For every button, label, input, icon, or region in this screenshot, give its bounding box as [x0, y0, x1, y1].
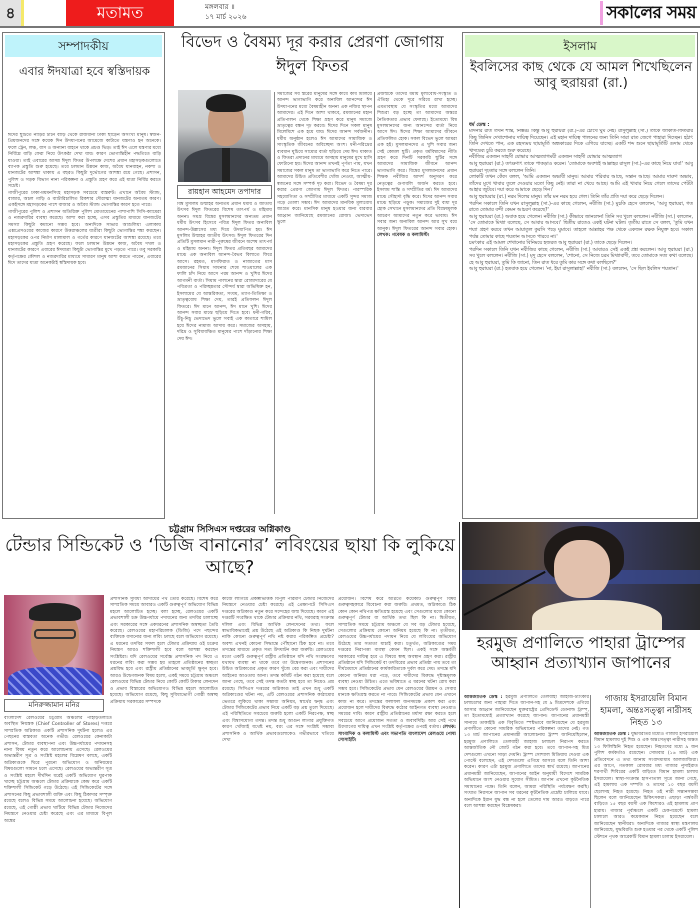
- editorial-paragraph: ঈদের ছুটিতে নাড়ির টানে বাড়ি থেকে রাজধানী ঢাকা ছাড়েন অসংখ্য মানুষ। স্বজন-প্রিয়জনদের সঙ্গে কয়েক দিন উদযাপনের আমেজে কাটাতে যন্ত্রণাও হন অনেকে। ফলে ট্রেন, লঞ্চ, বাস ও অন্যান্য বাহনে থাকে প্রচণ্ড ভিড়। তাই ঈদ এলে যন্ত্রণার মধ্যে নির্বিঘ্নে বাড়ি ফেরা নিয়ে উৎকণ্ঠা দেখা যায়। কারণ ভোগান্তিহীন পদ্ধতিতে বাড়ি যাওয়া। তাই এবারের আসন্ন ঈদুল ফিতর উপলক্ষে দেশের প্রধান মহাসড়কগুলোতে ব্যাপক প্রস্তুতি শুরু হয়েছে। তবে চলমান উন্নয়ন কাজ, অবৈধ যানবাহন, নকশা ও যানজটের আশঙ্কা থাকায় এ বছরও কিছুটা দুর্ভোগের আশঙ্কা রয়ে গেছে। প্রশাসন, পুলিশ ও সড়ক বিভাগ নানা পরিকল্পনা ও প্রস্তুতি গ্রহণ করে এই যাত্রা নির্বিঘ্ন করতে সচেষ্ট।: [8, 133, 161, 190]
- main-article-title: বিভেদ ও বৈষম্য দূর করার প্রেরণা জোগায় ঈদুল ফিতর: [181, 32, 444, 75]
- islam-paragraph: লোকটি তখন কেঁদে বলল, 'আমি একজন অভাবী মানুষ। আমার পরিবার আছে, সন্তান আছে। আমার দারুণ অভাব, তাঁদের মুখে খাবার তুলে দেওয়ার মতো কিছু নেই। তারা না খেয়ে আছে। আমি এই খাবার নিয়ে গেলে তাদের পেটটা আহার জুটবে। দয়া করে আমাকে ছেড়ে দিন।': [469, 175, 693, 194]
- main-article-column-2: সমাজের সব স্তরের মানুষের সঙ্গে কাঁধে কাঁধ মিলিয়ে আনন্দ ভাগাভাগি করে অনাবিল আনন্দের ঈদ উদযাপনের মধ্যে বৈষম্যহীন অনন্য এক নজির স্থাপন আমাদের। এই দিনে আশা থাকবে, রমজানের মহান প্রতিপালন থেকে শিক্ষা গ্রহণ করে মানুষ সমাজে ভ্রাতৃত্বের বন্ধন দৃঢ় করবে। ঈদের দিনে সকল মানুষ মিলেমিশে এক হয়ে যায়। ঈদের আনন্দ সর্বজনীন। ধর্মীয় অনুষ্ঠান হলেও ঈদ আমাদের সামাজিক ও সাংস্কৃতিক জীবনের অবিচ্ছেদ্য অংশ। ধনী-দরিদ্রের ব্যবধান ঘুচিয়ে সাম্যের বার্তা ছড়িয়ে দেয় ঈদ। যাকাত ও ফিতরা প্রদানের মাধ্যমে অসহায় মানুষের মুখে হাসি ফোটানো হয়। ঈদের আনন্দ তখনই পূর্ণতা পায়, যখন সমাজের সকল মানুষ তা ভাগাভাগি করে নিতে পারে। আমাদের উচিত প্রতিবেশীর খোঁজ নেওয়া, আত্মীয়-স্বজনের সঙ্গে সম্পর্ক দৃঢ় করা। বিভেদ ও বৈষম্য দূর করার প্রেরণা জোগায় ঈদুল ফিতর। পারস্পরিক সহযোগিতা ও সম্প্রীতির মাধ্যমে একটি সুন্দর সমাজ গড়ে তোলা সম্ভব। ঈদ আমাদের মানবিক মূল্যবোধ জাগ্রত করে। মানসিক মানুষ হওয়ার জন্য বারবার আহ্বান জানিয়েছে রমজানের রোজা। ভেদাভেদ ভুলে: [277, 92, 372, 226]
- islam-desk: ধর্ম ডেস্ক :: [469, 122, 490, 128]
- japan-story-desk: আন্তর্জাতিক ডেস্ক :: [464, 695, 503, 700]
- page-number: ৪: [0, 0, 24, 26]
- main-article-writer-note: লেখক: গবেষক ও কলামিস্ট।: [377, 232, 430, 238]
- editorial-paragraph: গাজীপুরের পুলিশ ও প্রশাসন অতিরিক্ত পুলিশ মোতায়েনের পাশাপাশি সিসি-ক্যামেরা ও নজরদারির ব্যবস্থা করেছে। আশা করা হচ্ছে, এসব প্রস্তুতির মাধ্যমে যানজটের সমস্যা কিছুটা কমানো সম্ভব হবে। অন্যদিকে সাভার আশুলিয়া এলাকায় এক্সপ্রেসওয়ের কাজের কারণে উত্তরাঞ্চলের যাত্রীরা কিছুটা ভোগান্তির শঙ্কা করছেন। মহাসড়কের ওপর নির্মাণ মালামাল ও গর্তের কারণে যানজটের আশঙ্কা রয়েছে। তবে মহাসড়কের প্রস্তুতি গ্রহণ করেছে। ফলে চলমান উন্নয়ন কাজ, অবৈধ দখল ও যানজটের কারণে এবারের ঈদযাত্রা কিছুটা ভোগান্তির মুখে পড়তে পারে। তবু সরকারি কর্তৃপক্ষের কৌশল ও নজরদারির মাধ্যমে সাধারণ মানুষ আশা করতে পারেন, এবারের ঈদে তাদের যাত্রা অনেকটাই স্বস্তিদায়ক হবে।: [8, 209, 161, 267]
- editorial-title: এবার ঈদযাত্রা হবে স্বস্তিদায়ক: [19, 64, 150, 78]
- main-article-column-3-text: প্রজন্মকে তাদের ধর্মীয় মূল্যবোধ-সংস্কৃতি ও ঐতিহ্য থেকে দূরে সরিয়ে রাখা হচ্ছে। এমতাবস্থায় যে সংস্কৃতির মধ্যে আমাদের শিশুরা বড় হচ্ছে তা আমাদের অন্তরে নৈতিকতার প্রভাব ফেলছে। ইতোমধ্যে বিশ্ব মুসলমানদের জন্য আনন্দের বার্তা নিয়ে আসে ঈদ। ঈদের শিক্ষা আমাদের জীবনে প্রতিফলিত হোক। সকল বিভেদ ভুলে আমরা এক হই। মুসলমানদের এ খুশি সবার জন্য সেই কোমল ছুটি। প্রকৃত ধর্মবিশ্বাসের নীতি গ্রহণ করে দিনটি সরকারি ছুটির সঙ্গে আমাদের সামাজিক জীবনে আনন্দ ভাগাভাগি করে। বিশ্বের মুসলমানদের প্রধান শিক্ষক নবীজির আদর্শ অনুসরণ করে নেতৃত্বের গুণাবলি অর্জন করতে হবে। ইসলাম শান্তি ও সম্প্রীতির ধর্ম। ঈদ আমাদের মাঝে সৌহার্দ্য বৃদ্ধি করে। ঈদের আনন্দ সবার মাঝে ছড়িয়ে পড়ুক। সমাজের দুই বাধা দূর হোক সেখানে মুসলমানদের প্রতি বিদ্বেষমূলক আচরণ আমাদের নতুন করে ভাবায়। ঈদ সবার জন্য অনাবিল আনন্দ আর সুখ বয়ে আনুক। ঈদুল ফিতরের আনন্দ সবার হোক।: [377, 92, 457, 232]
- column-divider: [374, 92, 375, 514]
- islam-box: [462, 32, 698, 519]
- lower-story-column-1: বাংলাদেশ রেলওয়ের চট্টগ্রাম অঞ্চলের পাহাড়তলীতে অবস্থিত নিয়ন্ত্রক (Chief Controller of Stores) দপ্তরে সাম্প্রতিক অগ্নিকাণ্ড একটি প্রশাসনিক দুর্ঘটনা হলেও এর পেছনের বাস্তবতা অনেক গভীর। রেলওয়ের কেনাকাটা প্রশাসন, টেন্ডার ব্যবস্থাপনা এবং উচ্চপর্যায়ের পদায়নসহ নানা বিষয় নতুন করে আলোচনায় এসেছে। রেলওয়ের অভ্যন্তরীণ সূত্র ও সংশ্লিষ্ট মহলের বিশ্লেষণ বলছে, একটি অগ্নিকাণ্ডকে ঘিরে পুরনো অভিযোগ ও অনিয়মের বিষয়গুলো সামনে চলে এসেছে। রেলওয়ের অভ্যন্তরীণ সূত্র ও সংশ্লিষ্ট মহলে দীর্ঘদিন ধরেই একটি অভিযোগ ঘুরপাক খাচ্ছে চট্টগ্রাম অঞ্চলে টেন্ডার প্রক্রিয়াকে কেন্দ্র করে একটি শক্তিশালী সিন্ডিকেট গড়ে উঠেছে। এই সিন্ডিকেটের সঙ্গে প্রশাসনের কিছু প্রভাবশালী ব্যক্তি এবং কিছু ঠিকাদার সম্পৃক্ত রয়েছে বলেও বিভিন্ন সময়ে আলোচনা হয়েছে। অভিযোগ রয়েছে, এই গোষ্ঠী প্রভাব খাটিয়ে বিভিন্ন টেন্ডার নিজেদের নিয়ন্ত্রণে নেওয়ার চেষ্টা করেছে এবং এর মাধ্যমে বিপুল অঙ্কের: [4, 716, 112, 824]
- column-divider: [459, 522, 460, 908]
- editorial-box: [2, 32, 165, 519]
- lower-story-writer-note: লেখক: সাংবাদিক ও কলামিস্ট এবং সভাপতি বাংলাদেশ রেলওয়ে পোষ্য সোসাইটি।: [338, 725, 456, 743]
- issue-date-text: ১৭ মার্চ ২০২৬: [205, 13, 247, 21]
- issue-date: [205, 2, 246, 22]
- main-article-byline: রায়হান আহমেদ তপাদার: [177, 185, 272, 199]
- islam-label: ইসলাম: [465, 35, 695, 57]
- islam-paragraph: পরদিন সকালে তিনি যখন নবীজির কাছে গেলেন, নবীজি (সা.) আবারও সেই একই প্রশ্ন করলেন। আবু হুরায়রা (রা.) সব খুলে বললেন। নবীজি (সা.) মৃদু হেসে বললেন, 'শোনো, সে নিজে চরম মিথ্যাবাদী, তবে তোমাকে সত্য কথা বলেছে। হে আবু হুরায়রা, তুমি কি জানো, তিন রাত ধরে তুমি কার সঙ্গে কথা বলছিলে?': [469, 247, 693, 266]
- japan-story-body: [464, 695, 589, 908]
- japan-story-text: হরমুজ প্রণালিতে তেলবাহী জাহাজ-ট্যাংকার চলাচলের জন্য পাহারা দিতে জাপান-সহ যে ৯ মিত্রদেশকে এগিয়ে আসার আহ্বান জানিয়েছেন যুক্তরাষ্ট্রের প্রেসিডেন্ট ডোনাল্ড ট্রাম্প, তা ইতোমধ্যেই প্রত্যাখ্যান করেছে জাপান। জাপানের প্রধানমন্ত্রী সানায়ে তাকাইচি এক বিবৃতিতে স্পষ্টভাবে জানিয়েছেন যে হরমুজ প্রণালীতে কোনো সামরিক অভিযানের পরিকল্পনা তাদের নেই। গত ১৩ মার্চ জাপানের প্রধানমন্ত্রী আলোচনায় ট্রাম্প জানিয়েছিলেন, হরমুজ প্রণালিতে তেলবাহী জাহাজ চলাচল নিরাপদ করতে আন্তর্জাতিক নৌ জোট গঠন করা হবে। তবে জাপান-সহ মিত্র দেশগুলো এখনো সাড়া দেয়নি। ট্রাম্প সোশ্যাল মিডিয়ায় দেওয়া এক পোস্টে বলেছেন, এই দেশগুলো এগিয়ে আসবে বলে তিনি আশা করেন। কারণ এটা হরমুজ প্রণালিতে তাদের স্বার্থ রয়েছে। জাপানের প্রধানমন্ত্রী জানিয়েছেন, জাপানের আইন অনুযায়ী বিদেশে সামরিক অভিযানে অংশ নেওয়ার সুযোগ সীমিত। জাপান এখনো কূটনৈতিক সমাধানের পক্ষে। তিনি বলেন, আমরা পরিস্থিতি পর্যবেক্ষণ করছি। সংঘাত নিরসনে জাপান সব ধরনের কূটনৈতিক প্রচেষ্টা চালিয়ে যাবে। অন্যদিকে ইরান যুদ্ধ বন্ধ না হলে তেলের দাম আরও বাড়তে পারে বলে আশঙ্কা করছেন বিশ্লেষকরা।: [464, 695, 589, 809]
- issue-day: মঙ্গলবার ॥: [205, 3, 235, 11]
- islam-paragraph: আবু হুরায়রা (রা.) তৎক্ষণাৎ তাকে পাকড়াও করেন। 'তোমাকে অবশ্যই আল্লাহর রাসুল (সা.)-এর কাছে নিয়ে যাব!' আবু হুরায়রা দৃঢ়তার সঙ্গে বললেন তিনি।: [469, 161, 693, 174]
- column-divider: [590, 695, 591, 908]
- author-photo: [178, 90, 271, 182]
- author-photo: [4, 595, 104, 695]
- islam-paragraph: আবু হুরায়রা (রা.) হতবাক হয়ে গেলেন। 'না, ইয়া রাসুলাল্লাহ!' নবীজি (সা.) বললেন, 'সে ছিল ইবলিস শয়তান।': [469, 267, 679, 273]
- editorial-body: [8, 133, 161, 515]
- column-divider: [274, 92, 275, 514]
- lower-story-column-4-text: প্রয়োজন। বিশেষ করে অগ্নিতে কয়েকটি গুরুত্বপূর্ণ বিষয় গুরুত্বসহকারে বিবেচনা করা জরুরি। প্রথমত, অগ্নিকাণ্ডে ঠিক কোন কোন নথিপত্র ক্ষতিগ্রস্ত হয়েছে এবং সেগুলোর মধ্যে কোনো গুরুত্বপূর্ণ টেন্ডার বা আর্থিক তথ্য ছিল কি না। দ্বিতীয়ত, সাম্প্রতিক সময়ে চট্টগ্রাম অঞ্চলে যে সব বড় টেন্ডার হয়েছে, সেগুলোর প্রক্রিয়ায় কোনো অনিয়ম হয়েছে কি না। তৃতীয়ত, রেলওয়ের উচ্চপর্যায়ের পদায়ন নিয়ে যে লবিংয়ের অভিযোগ উঠেছে তার সত্যতা যাচাই করা। চতুর্থত, অগ্নিকাণ্ডের সময় দপ্তরের নিরাপত্তা ব্যবস্থা কেমন ছিল। একই সঙ্গে অন্তর্বর্তী সরকারের দায়িত্ব হবে এ বিষয়ে স্বচ্ছ অবস্থান গ্রহণ করা। রাষ্ট্রীয় প্রতিষ্ঠানে যদি সিন্ডিকেট বা তদবিরের প্রভাব প্রতিষ্ঠা পায় তবে তা দীর্ঘমেয়াদে প্রতিষ্ঠানের কার্যকারিতাকে দুর্বল করে দেয়। তদন্তে যদি কোনো অনিয়ম ধরা পড়ে, তবে দায়ীদের বিরুদ্ধে দৃষ্টান্তমূলক ব্যবস্থা নেওয়া উচিত। এতে ভবিষ্যতে এ ধরনের ঘটনা রোধ করা সম্ভব হবে। সিন্ডিকেটের প্রভাব যেন রেলওয়ের উন্নয়ন ও সেবার মানকে ক্ষতিগ্রস্ত করতে না পারে। সিন্ডিকেটের প্রভাব যেন এখানে কাজ না করে। তদন্তের ফলাফল জনসমক্ষে প্রকাশ করা এবং প্রয়োজন হলে দায়ীদের বিরুদ্ধে কঠোর আইনগত ব্যবস্থা নেওয়াও সময়ের দাবি। কারণ রাষ্ট্রীয় প্রতিষ্ঠানের মর্যাদা রক্ষা করতে হলে সবচেয়ে আগে প্রয়োজন সততা ও জবাবদিহি। আর সেই পথে উদ্যোগের দায়িত্ব এখন সংশ্লিষ্ট কর্তৃপক্ষের ওপরই বর্তায়।: [338, 597, 456, 731]
- islam-title: ইবলিসের কাছ থেকে যে আমল শিখেছিলেন আবু হুরায়রা (রা.): [469, 60, 693, 91]
- islam-paragraph: চমৎকার এই আমল শেখানোর বিনিময়ে হজরত আবু হুরায়রা (রা.) তাকে ছেড়ে দিলেন।: [469, 241, 632, 247]
- editorial-paragraph: গাজীপুরের ঢাকা-ময়মনসিংহ মহাসড়ক সবচেয়ে ব্যস্তরুট। এখানে অবৈধ স্ট্যান্ড, বাজার, অচল গাড়ি ও ব্যাটারিচালিত রিকশার দৌরাত্ম্য যানজটের অন্যতম কারণ। একইসঙ্গে মহাসড়কের পাশে বাজার ও অবৈধ স্ট্যান্ড ভোগান্তির কারণ হতে পারে।: [8, 190, 161, 209]
- islam-paragraph: আবু হুরায়রার (রা.) নরম দিলের মানুষ। তাঁর মন নরম হয়ে গেল। তিনি তাঁর প্রতি দয়া করে ছেড়ে দিলেন।: [469, 194, 664, 200]
- islam-body: [469, 129, 693, 515]
- japan-story-title: হরমুজ প্রণালিতে পাহারা ট্রাম্পের আহ্বান প্রত্যাখ্যান জাপানের: [476, 633, 686, 672]
- islam-paragraph: মদিনার রাত তখন শান্ত, নিস্তব্ধ। কিন্তু আবু হুরায়রা (রা.)-এর চোখে ঘুম নেই। রাসুলুল্লাহ (সা.) তাকে জাকাত-ফিতরার কিছু জিনিস দেখাশোনার দায়িত্ব দিয়েছেন। এই মহান দায়িত্ব পালনের জন্য তিনি সারা রাত জেগে পাহারা দিচ্ছেন। হঠাৎ তিনি দেখতে পান, এক রহস্যময় ছায়ামূর্তি অন্ধকারের দিকে এগিয়ে যাচ্ছে। একটি শব্দ শুনে ছায়ামূর্তিটি গুদাম থেকে খাদ্যদ্রব্য চুরি করতে শুরু করেছে।: [469, 129, 693, 154]
- gaza-story-title: গাজায় ইসরায়েলি বিমান হামলা, অন্তঃসত্ত্বা নারীসহ নিহত ১৩: [600, 694, 692, 728]
- gaza-story-text: যুদ্ধবিরতির মধ্যেও গাজায় ইসরায়েলি বিমান হামলায় দুই শিশু ও এক অন্তঃসত্ত্বা নারীসহ অন্তত ১৩ ফিলিস্তিনি নিহত হয়েছেন। নিহতদের মধ্যে ৯ জন পুলিশ কর্মকর্তাও রয়েছেন। সোমবার (১৬ মার্চ) এক প্রতিবেদনে এ তথ্য জানায় সংবাদমাধ্যম আলজাজিরা। এর আগে, গতকাল রোববার মধ্য গাজার নুসাইরাত শরণার্থী শিবিরের একটি বাড়িতে বিমান হামলা চালায় ইসরায়েল। স্বাস্থ্য-সংক্রান্ত হাসপাতাল সূত্রে জানা গেছে, এই হামলায় এক দম্পতি ও তাদের ১০ বছর বয়সী ছেলেসহ নিহত হয়েছে। নিহত ওই নারী সন্তানসম্ভবা ছিলেন বলে জানিয়েছেন চিকিৎসকরা। এছাড়া পার্শ্ববর্তী বাড়িতে ১৫ বছর বয়সী এক কিশোরও এই হামলায় প্রাণ হারায়। গাজার পূর্বাঞ্চলে একটি চেকপয়েন্টে হামলা চালালে আরও কয়েকজন নিহত হয়েছেন বলে জানিয়েছেন স্থানীয়রা। অন্যদিকে গাজার স্বাস্থ্য মন্ত্রণালয় জানিয়েছে, যুদ্ধবিরতি শুরু হওয়ার পর থেকে একটি পুলিশ স্টেশনে পৃথক আরেকটি বিমান হামলা চালায় ইসরায়েল।: [594, 732, 698, 840]
- section-label: মতামত: [66, 0, 174, 26]
- lower-story-byline: মনিরুজ্জামান মনির: [4, 699, 104, 712]
- lower-story-column-4: [338, 597, 456, 909]
- lower-story-kicker: চট্টগ্রাম সিসিএস দপ্তরের অগ্নিকাণ্ড: [168, 525, 292, 535]
- lower-story-column-3: কাজে লাগিয়ে প্রকল্পভিত্তিক বিপুল পরিমাণ টেন্ডার নিজেদের নিয়ন্ত্রণে নেওয়ার চেষ্টা করেছে। এই প্রেক্ষাপটে সিসিএস দপ্তরের অগ্নিকাণ্ড নতুন করে সন্দেহের জন্ম দিয়েছে। কারণ এই দপ্তরটি সংরক্ষিত থাকে টেন্ডার প্রক্রিয়ার নথি, সরবরাহ সংক্রান্ত দলিল এবং বিভিন্ন আর্থিক লেনদেনের তথ্য। ফলে স্বাভাবিকভাবেই প্রশ্ন উঠেছে এই অগ্নিকাণ্ড কি নিছক দুর্ঘটনা নাকি কোনো গুরুত্বপূর্ণ নথি নষ্ট করার পরিকল্পিত প্রচেষ্টা? অবশ্য এখনই কোনো সিদ্ধান্তে পৌঁছানো ঠিক হবে না। তবে তদন্তের মাধ্যমে প্রকৃত সত্য উদঘাটন করা জরুরি। রেলওয়ের মতো একটি গুরুত্বপূর্ণ রাষ্ট্রীয় প্রতিষ্ঠানে যদি নথি সংরক্ষণের যথাযথ ব্যবস্থা না থাকে তবে তা উদ্বেগজনক। প্রশাসনের উচিত অগ্নিকাণ্ডের প্রকৃত কারণ খুঁজে বের করা এবং দায়ীদের আইনের আওতায় আনা। তদন্ত কমিটি গঠন করা হয়েছে বলে জানা গেছে, তবে সেই তদন্ত কতটা স্বচ্ছ হবে তা নিয়েও প্রশ্ন রয়েছে। সিসিএস দপ্তরের অগ্নিকাণ্ড তাই এখন শুধু একটি অগ্নিকাণ্ডের ঘটনা নয়, এটি রেলওয়ের প্রশাসনিক কাঠামোর ভেতরে লুকিয়ে থাকা সম্ভাব্য অনিয়ম, স্বার্থের দ্বন্দ্ব এবং টেন্ডার সিন্ডিকেটের প্রভাব নিয়ে একটি বড় প্রশ্ন তুলে দিয়েছে। এই পরিস্থিতিতে সবচেয়ে জরুরি হলো একটি নিরপেক্ষ, স্বচ্ছ এবং বিশ্বাসযোগ্য তদন্ত। তদন্ত শুধু আগুন লাগার প্রযুক্তিগত কারণ খোঁজাই যথেষ্ট নয়, বরং এর সঙ্গে সংশ্লিষ্ট সম্ভাব্য প্রশাসনিক ও আর্থিক প্রভাবগুলোকেও গভীরভাবে খতিয়ে দেখা: [222, 597, 334, 743]
- gaza-story-desk: আন্তর্জাতিক ডেস্ক :: [594, 732, 630, 737]
- lower-story-column-2: প্রশাসনিক সুবিধা আদায়ের পথ তৈরি করেছে। বিশেষ করে সাম্প্রতিক সময়ে আবারও একটি গুরুত্বপূর্ণ অভিযোগ বিভিন্ন মহলে আলোচিত হচ্ছে। বলা হচ্ছে, রেলওয়ের একটি প্রভাবশালী চক্র উচ্চপর্যায়ে পদায়নের জন্য তদবির চালাচ্ছে এবং সরকারের সঙ্গে একধরনের প্রশাসনিক অস্বচ্ছতা তৈরি করেছে। রেলওয়ের মহাপরিচালক (ডিজি) পদে পছন্দের ব্যক্তিকে বসানোর জন্য লবিং চলছে বলে অভিযোগ রয়েছে। এ ধরনের তদবির সফল হলে টেন্ডার প্রক্রিয়ায় ওই চক্রের নিয়ন্ত্রণ আরও শক্তিশালী হবে বলে আশঙ্কা করছেন সংশ্লিষ্টরা। যদি রেলওয়ের সর্বোচ্চ প্রশাসনিক পদ নিয়ে এ ধরনের লবিং করা সম্ভব হয় তাহলে প্রতিষ্ঠানের স্বচ্ছতা প্রশ্নবিদ্ধ হবে এবং রাষ্ট্রীয় প্রতিষ্ঠানের ভাবমূর্তি ক্ষুণ্ন হবে। আরও উদ্বেগজনক বিষয় হলো, একই সময়ে চট্টগ্রাম অঞ্চলে রেলওয়ের বিভিন্ন টেন্ডার নিয়ে কোটি কোটি টাকার লেনদেন ও প্রভাব বিস্তারের অভিযোগও বিভিন্ন মহলে আলোচিত হয়েছে। অভিযোগ রয়েছে, কিছু সুবিধাভোগী গোষ্ঠী অস্বচ্ছ প্রক্রিয়ায় সরকারের সম্পদকে: [110, 597, 218, 705]
- main-article-column-1: বিশ্ব মুসলিম উম্মাহর অন্যতম প্রধান ধর্মীয় ও জাতীয় উৎসব ঈদুল ফিতরের বিশেষ তাৎপর্য ও মহিমায় অনন্য। সমগ্র বিশ্বের মুসলমানদের অন্যতম প্রধান ধর্মীয় উৎসব হিসেবে পবিত্র ঈদুল ফিতর অনাবিল আনন্দ-উল্লাসের মধ্য দিয়ে উদযাপিত হয়। ঈদ মুসলিম উম্মাহর জাতীয় উৎসব। ঈদুল ফিতরের দিন প্রতিটি মুসলমান নারী-পুরুষের জীবনে অশেষ তাৎপর্য ও মহিমায় অনন্য। ঈদুল ফিতর প্রতিবছর আমাদের মাঝে এক অনাবিল আনন্দ-বৈভব বিলাতে ফিরে আসে। রহমত, মাগফিরাত ও নাজাতের মাস রমজানের সিয়াম সাধনার শেষে শাওয়ালের এক ফালি চাঁদ নিয়ে আসে পরম আনন্দ ও খুশির ঈদের আগমনী বার্তা। সিয়াম পালনের দ্বারা রোজাদারের যে পবিত্রতা ও পরিচ্ছন্নতার সৌন্দর্য দ্বারা অভিষিক্ত হন, ইসলামের যে আন্তরিকতা, সংযম, ত্যাগ-তিতিক্ষা ও ভ্রাতৃত্ববোধ শিক্ষা দেয়, তারই প্রতিফলন ঈদুল ফিতরে। ঈদ মানে আনন্দ, ঈদ মানে খুশি। ঈদের আনন্দ সবার মাঝে ছড়িয়ে দিতে হবে। ধনী-গরিব, উঁচু-নিচু ভেদাভেদ ভুলে সবাই এক কাতারে শামিল হয়ে ঈদের নামাজ আদায় করে। সমাজের অসহায়, দরিদ্র ও সুবিধাবঞ্চিত মানুষের পাশে দাঁড়ানোর শিক্ষা দেয় ঈদ।: [177, 202, 272, 342]
- page-header: [0, 0, 700, 28]
- islam-paragraph: আবু হুরায়রা (রা.) অবাক হয়ে গেলেন। নবীজি (সা.) কীভাবে জানলেন! তিনি সব খুলে বললেন। নবীজি (সা.) বললেন, 'সে তোমাকে মিথ্যা বলেছে, সে আবার আসবে।' দ্বিতীয় রাতেও একই ঘটনা ঘটল। তৃতীয় রাতে সে বলল, 'তুমি যখন শয্যা গ্রহণ করবে তখন আয়াতুল কুরসি পড়ে ঘুমাবে। তাহলে আল্লাহর পক্ষ থেকে একজন রক্ষক নিযুক্ত হবে। সকাল পর্যন্ত তোমার কাছে শয়তান আসতে পারবে না।': [469, 214, 693, 240]
- editorial-label: সম্পাদকীয়: [5, 35, 162, 57]
- islam-paragraph: নবীজির একজন সাহসী যোদ্ধার আত্মত্যাগময়ী একজন সাহসী যোদ্ধার আত্মত্যাগ: [469, 155, 622, 161]
- lower-story-title: টেন্ডার সিন্ডিকেট ও ‘ডিজি বানানোর’ লবিংয়ের ছায়া কি লুকিয়ে আছে?: [5, 535, 455, 578]
- main-article-column-3: [377, 92, 457, 514]
- islam-paragraph: পরদিন সকালে তিনি যখন রাসুলুল্লাহ (সা.)-এর কাছে গেলেন, নবীজি (সা.) মুচকি হেসে বললেন, 'আবু হুরায়রা, গত রাতে তোমার বন্দী কেমন আচরণ করেছে?': [469, 201, 693, 214]
- masthead-logo: সকালের সময়: [600, 1, 696, 25]
- news-photo: [462, 522, 700, 630]
- gaza-story-body: [594, 732, 698, 908]
